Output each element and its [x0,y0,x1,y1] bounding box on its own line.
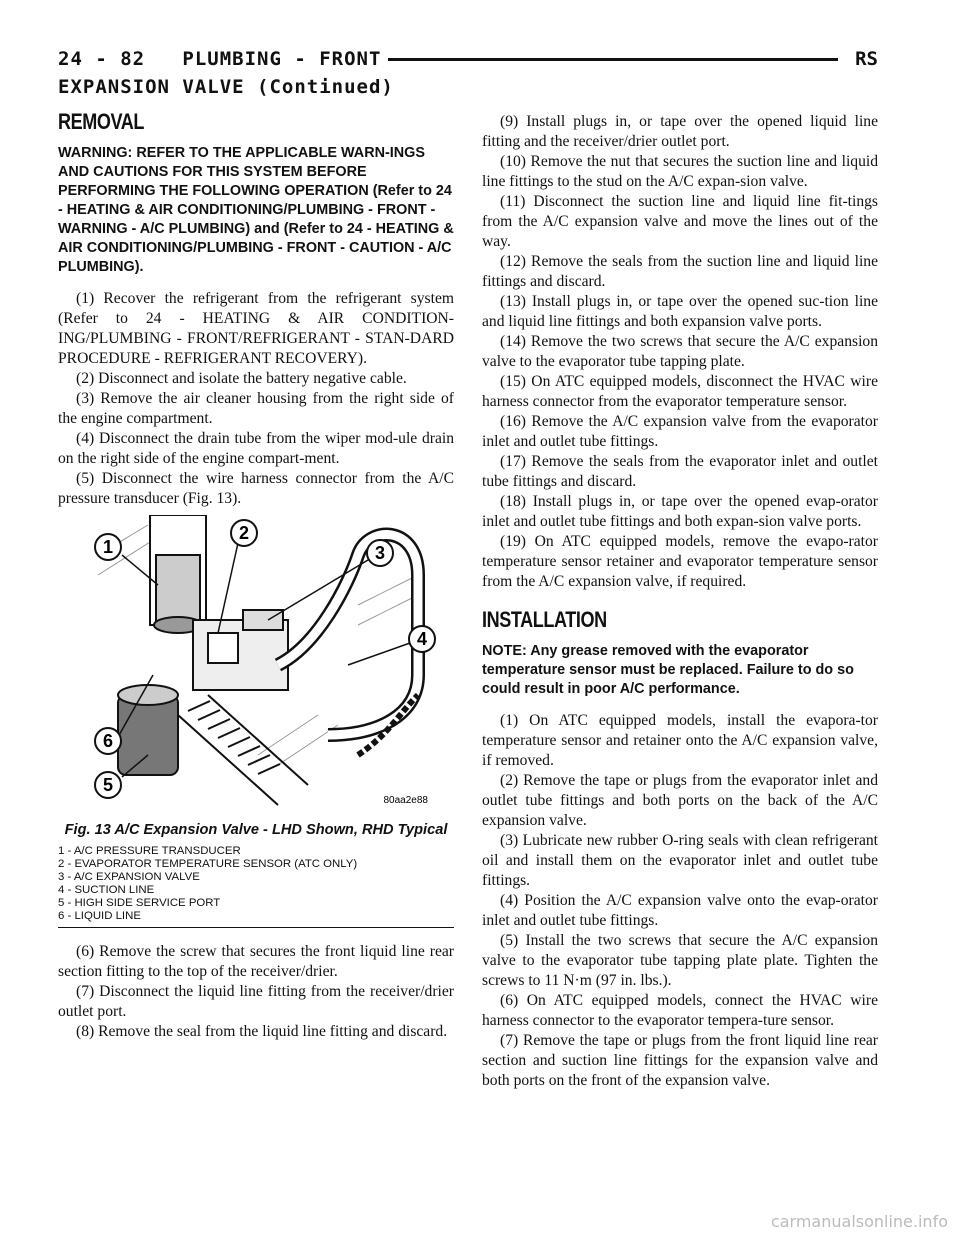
procedure-step: (19) On ATC equipped models, remove the evapo-rator temperature sensor retainer and evaporator temperature sensor from the A/C expansion valve, if required. [482,533,878,590]
procedure-step: (5) Disconnect the wire harness connector from the A/C pressure transducer (Fig. 13). [58,470,454,507]
removal-steps-part-1 [58,289,454,509]
installation-heading: INSTALLATION [482,607,607,632]
figure-caption: Fig. 13 A/C Expansion Valve - LHD Shown, RHD Typical [64,822,448,838]
procedure-step: (7) Remove the tape or plugs from the front liquid line rear section and suction line fittings for the expansion valve and both ports on the front of the expansion valve. [482,1032,878,1089]
removal-heading: REMOVAL [58,109,144,134]
legend-item: 6 - LIQUID LINE [58,910,141,922]
procedure-step: (9) Install plugs in, or tape over the opened liquid line fitting and the receiver/drier outlet port. [482,113,878,150]
model-code: RS [855,48,878,70]
page-header [58,44,878,74]
callout-4: 4 [416,629,428,649]
procedure-step: (2) Remove the tape or plugs from the evaporator inlet and outlet tube fittings and both ports on the back of the A/C expansion valve. [482,772,878,829]
procedure-step: (18) Install plugs in, or tape over the opened evap-orator inlet and outlet tube fittings and both expan-sion valve ports. [482,493,878,530]
callout-5: 5 [102,775,114,795]
procedure-step: (16) Remove the A/C expansion valve from the evaporator inlet and outlet tube fittings. [482,413,878,450]
legend-item: 2 - EVAPORATOR TEMPERATURE SENSOR (ATC ONLY) [58,858,358,870]
procedure-step: (10) Remove the nut that secures the suction line and liquid line fittings to the stud on the A/C expan-sion valve. [482,153,878,190]
procedure-step: (1) Recover the refrigerant from the refrigerant system (Refer to 24 - HEATING & AIR CONDITION-ING/PLUMBING - FRONT/REFRIGERANT - STAN-DARD PROCEDURE - REFRIGERANT RECOVERY). [58,290,454,367]
installation-steps [482,711,878,1091]
legend-item: 5 - HIGH SIDE SERVICE PORT [58,897,221,909]
installation-note: NOTE: Any grease removed with the evaporator temperature sensor must be replaced. Failure to do so could result in poor A/C performance. [482,643,854,697]
procedure-step: (11) Disconnect the suction line and liquid line fit-tings from the A/C expansion valve and move the lines out of the way. [482,193,878,250]
procedure-step: (1) On ATC equipped models, install the evapora-tor temperature sensor and retainer onto the A/C expansion valve, if removed. [482,712,878,769]
procedure-step: (17) Remove the seals from the evaporator inlet and outlet tube fittings and discard. [482,453,878,490]
legend-item: 1 - A/C PRESSURE TRANSDUCER [58,845,241,857]
callout-2: 2 [238,523,250,543]
callout-3: 3 [374,543,386,563]
procedure-step: (8) Remove the seal from the liquid line fitting and discard. [76,1023,448,1040]
procedure-step: (12) Remove the seals from the suction line and liquid line fittings and discard. [482,253,878,290]
removal-steps-part-3 [482,112,878,592]
procedure-step: (3) Remove the air cleaner housing from the right side of the engine compartment. [58,390,454,427]
callout-6: 6 [102,731,114,751]
installation-section [482,607,878,1091]
figure-13 [58,515,454,928]
header-rule [388,58,838,61]
procedure-step: (2) Disconnect and isolate the battery negative cable. [76,370,407,387]
callout-1: 1 [102,537,114,557]
procedure-step: (13) Install plugs in, or tape over the opened suc-tion line and liquid line fittings and both expansion valve ports. [482,293,878,330]
figure-rule [58,927,454,928]
right-column [482,112,878,1091]
procedure-step: (6) On ATC equipped models, connect the HVAC wire harness connector to the evaporator tempera-ture sensor. [482,992,878,1029]
legend-item: 4 - SUCTION LINE [58,884,155,896]
procedure-step: (4) Position the A/C expansion valve onto the evap-orator inlet and outlet tube fittings. [482,892,878,929]
procedure-step: (6) Remove the screw that secures the front liquid line rear section fitting to the top of the receiver/drier. [58,943,454,980]
continued-title: EXPANSION VALVE (Continued) [58,76,394,98]
removal-steps-part-2 [58,942,454,1042]
procedure-step: (7) Disconnect the liquid line fitting from the receiver/drier outlet port. [58,983,454,1020]
expansion-valve-illustration [58,515,454,815]
procedure-step: (4) Disconnect the drain tube from the wiper mod-ule drain on the right side of the engine compart-ment. [58,430,454,467]
procedure-step: (3) Lubricate new rubber O-ring seals with clean refrigerant oil and install them on the evaporator inlet and outlet tube fittings. [482,832,878,889]
page-header-title: 24 - 82 PLUMBING - FRONT [58,48,382,70]
figure-legend [58,845,454,923]
left-column [58,109,454,1042]
procedure-step: (5) Install the two screws that secure the A/C expansion valve to the evaporator tube tapping plate plate. Tighten the screws to 11 N·m (97 in. lbs.). [482,932,878,989]
legend-item: 3 - A/C EXPANSION VALVE [58,871,200,883]
procedure-step: (14) Remove the two screws that secure the A/C expansion valve to the evaporator tube tapping plate. [482,333,878,370]
watermark: carmanualsonline.info [770,1212,948,1231]
figure-image-code: 80aa2e88 [383,795,428,806]
removal-warning: WARNING: REFER TO THE APPLICABLE WARN-INGS AND CAUTIONS FOR THIS SYSTEM BEFORE PERFORMING THE FOLLOWING OPERATION (Refer to 24 - HEATING & AIR CONDITIONING/PLUMBING - FRONT - WARNING - A/C PLUMBING) and (Refer to 24 - HEATING & AIR CONDITIONING/PLUMBING - FRONT - CAUTION - A/C PLUMBING). [58,145,454,275]
procedure-step: (15) On ATC equipped models, disconnect the HVAC wire harness connector from the evaporator temperature sensor. [482,373,878,410]
